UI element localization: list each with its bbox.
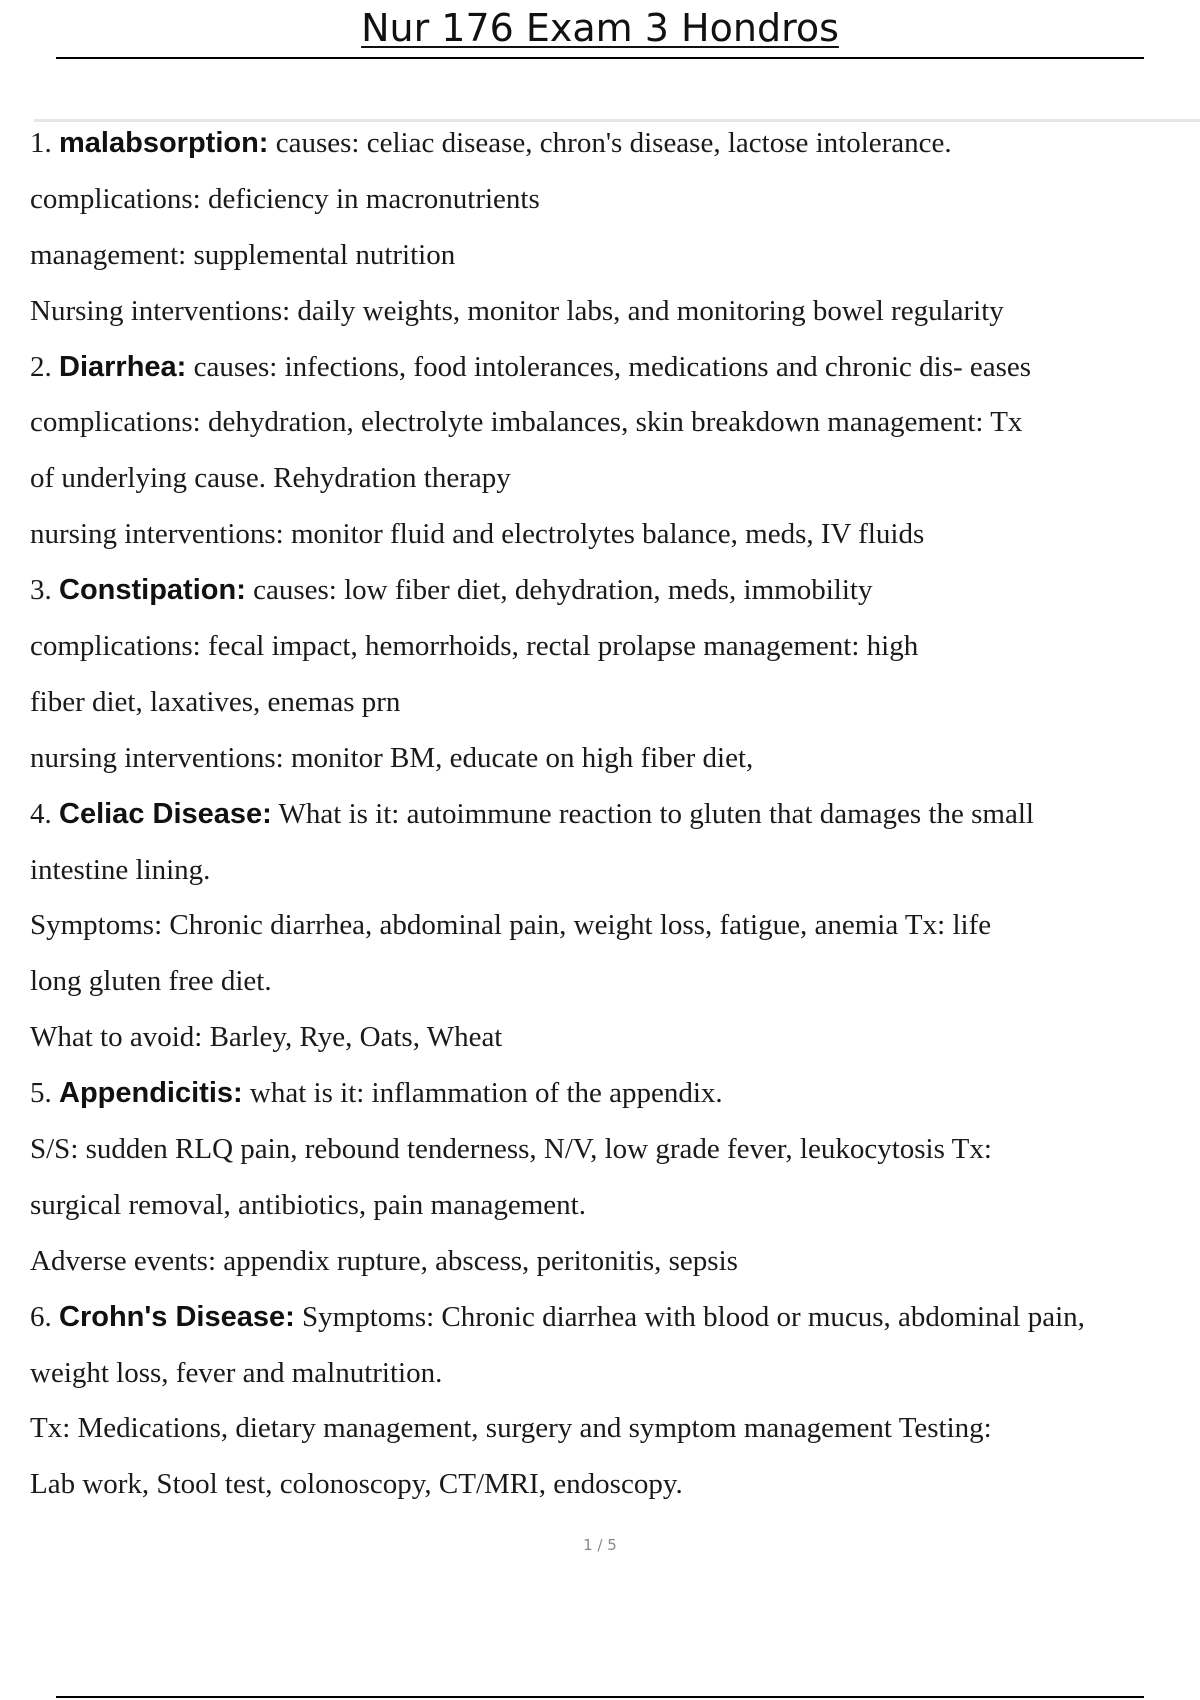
page-number: 1 / 5 [583, 1536, 617, 1554]
section-text: causes: low fiber diet, dehydration, meds, immobility [245, 574, 873, 607]
section-line: Adverse events: appendix rupture, abscess, peritonitis, sepsis [30, 1244, 738, 1277]
section-line: weight loss, fever and malnutrition. [30, 1356, 443, 1389]
section-term: Constipation: [59, 574, 246, 607]
section-text: Symptoms: Chronic diarrhea with blood or mucus, abdominal pain, [294, 1300, 1085, 1333]
section-line: complications: fecal impact, hemorrhoids, rectal prolapse management: high [30, 630, 919, 663]
section-term: Celiac Disease: [59, 797, 272, 830]
section-line: fiber diet, laxatives, enemas prn [30, 685, 401, 718]
section-line: nursing interventions: monitor fluid and electrolytes balance, meds, IV fluids [30, 518, 925, 551]
section-line: of underlying cause. Rehydration therapy [30, 462, 511, 495]
section-line: management: supplemental nutrition [30, 238, 456, 271]
section-2-heading-line [30, 340, 1200, 396]
section-term: Diarrhea: [59, 350, 187, 383]
section-line: surgical removal, antibiotics, pain management. [30, 1188, 586, 1221]
section-text: what is it: inflammation of the appendix. [242, 1077, 723, 1110]
section-line: nursing interventions: monitor BM, educate on high fiber diet, [30, 741, 754, 774]
document-title: Nur 176 Exam 3 Hondros [361, 6, 839, 50]
section-5-heading-line [30, 1066, 1200, 1122]
section-text: What is it: autoimmune reaction to gluten that damages the small [271, 797, 1034, 830]
section-term: Appendicitis: [59, 1077, 243, 1110]
section-number: 6. [30, 1300, 52, 1333]
document-header [56, 0, 1144, 59]
section-line: Lab work, Stool test, colonoscopy, CT/MRI, endoscopy. [30, 1468, 683, 1501]
section-line: complications: deficiency in macronutrients [30, 182, 540, 215]
section-line: What to avoid: Barley, Rye, Oats, Wheat [30, 1021, 503, 1054]
section-3-heading-line [30, 563, 1200, 619]
section-number: 2. [30, 350, 52, 383]
section-6-heading-line [30, 1290, 1200, 1346]
section-term: Crohn's Disease: [59, 1300, 295, 1333]
section-1-heading-line [30, 116, 1200, 172]
section-number: 1. [30, 127, 52, 159]
section-line: long gluten free diet. [30, 965, 272, 998]
section-4-heading-line [30, 787, 1200, 843]
section-text: causes: celiac disease, chron's disease, lactose intolerance. [268, 127, 952, 159]
section-line: intestine lining. [30, 853, 211, 886]
section-line: Nursing interventions: daily weights, monitor labs, and monitoring bowel regularity [30, 294, 1004, 327]
notes-body [30, 116, 1200, 1513]
section-term: malabsorption: [59, 127, 269, 159]
section-line: S/S: sudden RLQ pain, rebound tenderness, N/V, low grade fever, leukocytosis Tx: [30, 1133, 992, 1166]
section-number: 3. [30, 574, 52, 607]
section-text: causes: infections, food intolerances, medications and chronic dis- eases [186, 350, 1032, 383]
section-line: complications: dehydration, electrolyte imbalances, skin breakdown management: Tx [30, 406, 1023, 439]
section-number: 4. [30, 797, 52, 830]
section-line: Symptoms: Chronic diarrhea, abdominal pain, weight loss, fatigue, anemia Tx: life [30, 909, 992, 942]
section-line: Tx: Medications, dietary management, surgery and symptom management Testing: [30, 1412, 992, 1445]
footer-rule [56, 1696, 1144, 1698]
section-number: 5. [30, 1077, 52, 1110]
